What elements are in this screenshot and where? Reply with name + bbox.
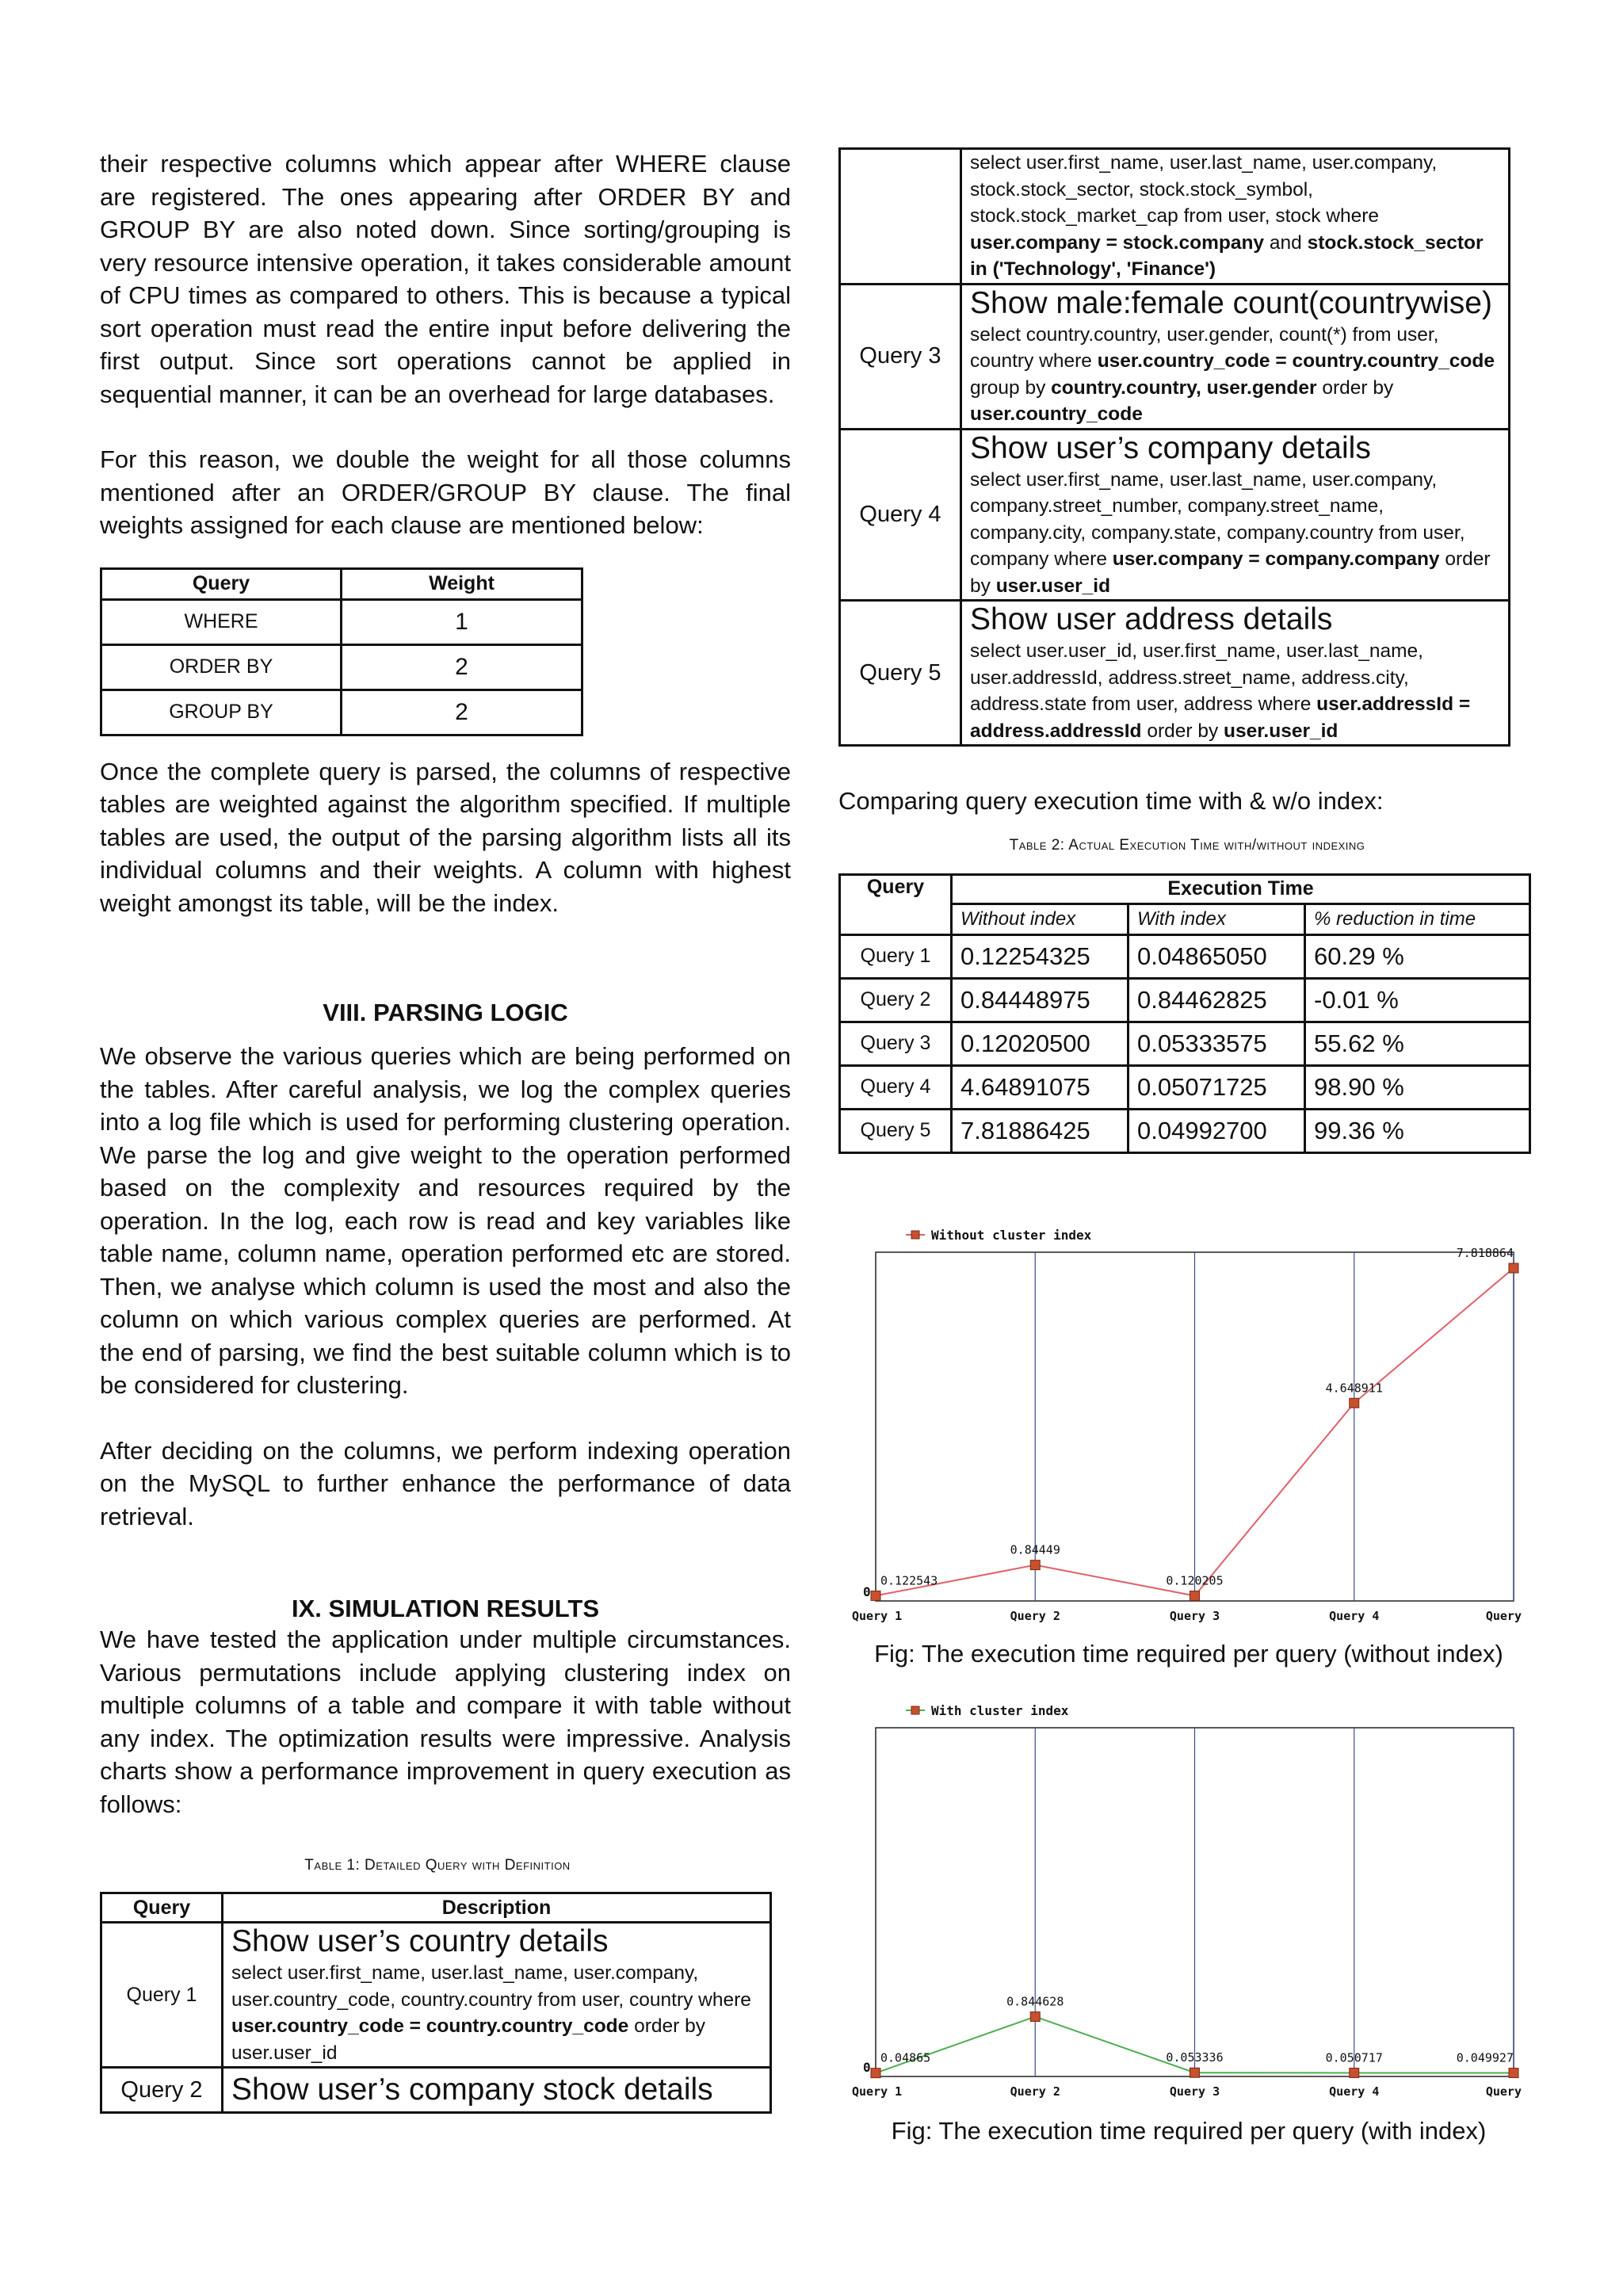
table-header: Without index bbox=[952, 904, 1128, 934]
x-tick-label: Query 1 bbox=[852, 2084, 903, 2099]
query-description bbox=[961, 429, 1510, 601]
paragraph: For this reason, we double the weight for all those columns mentioned after an ORDER/GROUP BY clause. The final weights assigned for each clause are mentioned below: bbox=[100, 445, 791, 539]
table-row bbox=[840, 1065, 1530, 1109]
table-cell: 60.29 % bbox=[1305, 934, 1530, 978]
query-sql: select user.first_name, user.last_name, user.company, company.street_number, company.street_name, company.city, company.state, company.country from user, company where user.company = company.company order by user.user_id bbox=[970, 468, 1491, 597]
query-description bbox=[961, 601, 1510, 746]
table-cell: Query 5 bbox=[840, 1109, 952, 1152]
table-cell: 0.12020500 bbox=[952, 1022, 1128, 1065]
table-cell: -0.01 % bbox=[1305, 978, 1530, 1022]
query-sql: select user.user_id, user.first_name, user.last_name, user.addressId, address.street_name, address.city, address.state from user, address where user.addressId = address.addressId order by user.user_id bbox=[970, 640, 1471, 742]
table-cell: 2 bbox=[342, 644, 582, 690]
data-label: 0.050717 bbox=[1325, 2050, 1383, 2065]
table-caption: Table 1: Detailed Query with Definition bbox=[304, 1857, 571, 1874]
data-label: 0.120205 bbox=[1166, 1573, 1224, 1588]
table-row bbox=[840, 284, 1510, 429]
table-header: Description bbox=[223, 1893, 771, 1923]
table-cell: 98.90 % bbox=[1305, 1065, 1530, 1109]
data-point bbox=[1509, 2069, 1518, 2078]
table-cell: 0.84448975 bbox=[952, 978, 1128, 1022]
data-label: 0.049927 bbox=[1456, 2050, 1514, 2065]
data-point bbox=[1350, 1398, 1359, 1408]
execution-time-table bbox=[838, 873, 1531, 1154]
section-heading: VIII. PARSING LOGIC bbox=[323, 999, 568, 1026]
table-cell: 7.81886425 bbox=[952, 1109, 1128, 1152]
x-tick-label: Query bbox=[1485, 1609, 1522, 1623]
query-title: Show user address details bbox=[970, 602, 1333, 636]
query-label: Query 5 bbox=[840, 601, 961, 746]
data-point bbox=[1190, 2068, 1200, 2077]
chart-without-index bbox=[840, 1221, 1537, 1633]
table-header: Query bbox=[840, 874, 952, 934]
table-row bbox=[840, 149, 1510, 285]
table-cell: ORDER BY bbox=[101, 644, 342, 690]
table-cell: Query 1 bbox=[840, 934, 952, 978]
legend bbox=[906, 1703, 1069, 1718]
data-point bbox=[871, 2069, 880, 2078]
table-row bbox=[101, 599, 582, 644]
table-cell: 0.12254325 bbox=[952, 934, 1128, 978]
query-description bbox=[223, 1923, 771, 2068]
query-title: Show user’s company details bbox=[970, 430, 1371, 465]
query-title: Show user’s country details bbox=[231, 1924, 609, 1958]
table-cell: 0.84462825 bbox=[1128, 978, 1305, 1022]
table-row bbox=[840, 934, 1530, 978]
table-header: % reduction in time bbox=[1305, 904, 1530, 934]
table-cell: 55.62 % bbox=[1305, 1022, 1530, 1065]
weights-table bbox=[100, 567, 583, 736]
table-row bbox=[840, 1022, 1530, 1065]
data-label: 0.844628 bbox=[1006, 1994, 1064, 2009]
table-cell: Query 2 bbox=[840, 978, 952, 1022]
table-cell: 0.05333575 bbox=[1128, 1022, 1305, 1065]
query-description bbox=[961, 284, 1510, 429]
legend-label: Without cluster index bbox=[931, 1228, 1092, 1243]
table-cell: 4.64891075 bbox=[952, 1065, 1128, 1109]
data-point bbox=[1190, 1591, 1200, 1601]
table-row bbox=[840, 429, 1510, 601]
x-tick-label: Query 3 bbox=[1169, 1609, 1220, 1623]
table-header-row bbox=[101, 568, 582, 599]
paragraph: their respective columns which appear after WHERE clause are registered. The ones appearing after ORDER BY and GROUP BY are also noted down. Since sorting/grouping is very resource intensive operation, it takes considerable amount of CPU times as compared to others. This is because a typical sort operation must read the entire input before delivering the first output. Since sort operations cannot be applied in sequential manner, it can be an overhead for large databases. bbox=[100, 150, 791, 408]
x-tick-label: Query 3 bbox=[1169, 2084, 1220, 2099]
table-header: Weight bbox=[342, 568, 582, 599]
paragraph: We have tested the application under multiple circumstances. Various permutations include applying clustering index on multiple columns of a table and compare it with table without any index. The optimization results were impressive. Analysis charts show a performance improvement in query execution as follows: bbox=[100, 1626, 791, 1818]
paragraph: After deciding on the columns, we perform indexing operation on the MySQL to further enhance the performance of data retrieval. bbox=[100, 1436, 791, 1530]
table-row bbox=[840, 601, 1510, 746]
x-tick-label: Query 1 bbox=[852, 1609, 903, 1623]
table-header-row bbox=[840, 874, 1530, 904]
legend bbox=[906, 1228, 1092, 1243]
table-cell: 0.04865050 bbox=[1128, 934, 1305, 978]
table-row bbox=[101, 1923, 771, 2068]
paragraph: Comparing query execution time with & w/o index: bbox=[838, 787, 1384, 815]
query-sql: select country.country, user.gender, count(*) from user, country where user.country_code = country.country_code group by country.country, user.gender order by user.country_code bbox=[970, 323, 1495, 425]
section-heading: IX. SIMULATION RESULTS bbox=[291, 1595, 600, 1622]
table-row bbox=[840, 978, 1530, 1022]
table-cell: Query 3 bbox=[840, 1022, 952, 1065]
y-tick-label: 0 bbox=[863, 1584, 871, 1599]
query-title: Show male:female count(countrywise) bbox=[970, 285, 1492, 320]
table-header: Query bbox=[101, 568, 342, 599]
table-header: Execution Time bbox=[952, 874, 1530, 904]
legend-marker bbox=[911, 1706, 919, 1714]
data-label: 0.122543 bbox=[880, 1573, 938, 1588]
x-tick-label: Query bbox=[1485, 2084, 1522, 2099]
x-tick-label: Query 2 bbox=[1010, 2084, 1060, 2099]
table-cell: 0.04992700 bbox=[1128, 1109, 1305, 1152]
paragraph: Once the complete query is parsed, the columns of respective tables are weighted against the algorithm specified. If multiple tables are used, the output of the parsing algorithm lists all its individual columns and their weights. A column with highest weight amongst its table, will be the index. bbox=[100, 757, 791, 917]
figure-caption: Fig: The execution time required per query (with index) bbox=[891, 2117, 1487, 2145]
query-table-part1 bbox=[100, 1892, 772, 2114]
figure-caption: Fig: The execution time required per query (without index) bbox=[874, 1640, 1503, 1668]
table-cell: 2 bbox=[342, 690, 582, 735]
query-label: Query 2 bbox=[101, 2068, 223, 2113]
query-label: Query 4 bbox=[840, 429, 961, 601]
data-label: 0.053336 bbox=[1166, 2050, 1224, 2065]
table-header-row bbox=[101, 1893, 771, 1923]
table-caption: Table 2: Actual Execution Time with/without indexing bbox=[1009, 836, 1365, 854]
query-title: Show user’s company stock details bbox=[223, 2068, 771, 2113]
table-cell: WHERE bbox=[101, 599, 342, 644]
query-label bbox=[840, 149, 961, 285]
table-header: With index bbox=[1128, 904, 1305, 934]
table-row bbox=[840, 1109, 1530, 1152]
x-tick-label: Query 4 bbox=[1329, 2084, 1380, 2099]
data-label: 7.818864 bbox=[1456, 1246, 1514, 1260]
table-cell: Query 4 bbox=[840, 1065, 952, 1109]
data-point bbox=[1030, 1561, 1040, 1570]
query-label: Query 1 bbox=[101, 1923, 223, 2068]
table-row bbox=[101, 690, 582, 735]
query-label: Query 3 bbox=[840, 284, 961, 429]
data-point bbox=[1509, 1263, 1518, 1273]
query-sql: select user.first_name, user.last_name, user.company, stock.stock_sector, stock.stock_symbol, stock.stock_market_cap from user, stock where user.company = stock.company and stock.stock_sector in ('Technology', 'Finance') bbox=[961, 149, 1510, 285]
table-cell: GROUP BY bbox=[101, 690, 342, 735]
table-cell: 99.36 % bbox=[1305, 1109, 1530, 1152]
data-point bbox=[1350, 2068, 1359, 2077]
right-column bbox=[838, 147, 1536, 1154]
query-table-part2 bbox=[838, 147, 1510, 747]
legend-marker bbox=[911, 1231, 919, 1239]
query-sql: select user.first_name, user.last_name, user.company, user.country_code, country.country from user, country where user.country_code = country.country_code order by user.user_id bbox=[231, 1962, 751, 2064]
x-tick-label: Query 4 bbox=[1329, 1609, 1380, 1623]
left-column bbox=[100, 147, 791, 2114]
table-cell: 0.05071725 bbox=[1128, 1065, 1305, 1109]
chart-with-index bbox=[840, 1696, 1537, 2108]
data-label: 0.84449 bbox=[1010, 1542, 1060, 1557]
data-point bbox=[1030, 2012, 1040, 2022]
data-point bbox=[871, 1591, 880, 1600]
data-label: 0.04865 bbox=[880, 2050, 931, 2065]
table-row bbox=[101, 2068, 771, 2113]
data-label: 4.648911 bbox=[1325, 1381, 1383, 1396]
x-tick-label: Query 2 bbox=[1010, 1609, 1060, 1623]
table-header: Query bbox=[101, 1893, 223, 1923]
paragraph: We observe the various queries which are being performed on the tables. After careful analysis, we log the complex queries into a log file which is used for performing clustering operation. We parse the log and give weight to the operation performed based on the complexity and resources required by the operation. In the log, each row is read and key variables like table name, column name, operation performed etc are stored. Then, we analyse which column is used the most and also the column on which various complex queries are performed. At the end of parsing, we find the best suitable column which is to be considered for clustering. bbox=[100, 1042, 791, 1399]
y-tick-label: 0 bbox=[863, 2060, 871, 2075]
table-cell: 1 bbox=[342, 599, 582, 644]
legend-label: With cluster index bbox=[931, 1703, 1069, 1718]
table-row bbox=[101, 644, 582, 690]
